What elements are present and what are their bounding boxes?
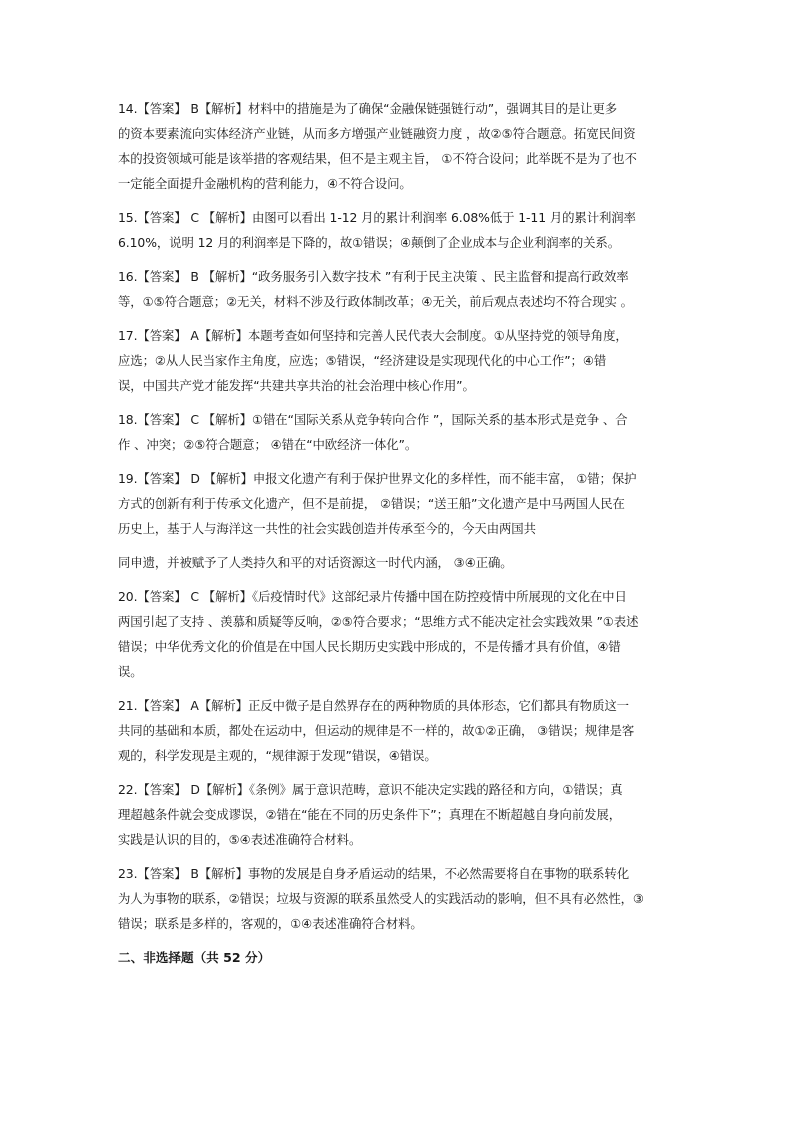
answer-line: 两国引起了支持 、羡慕和质疑等反响，②⑤符合要求；“思维方式不能决定社会实践效果 ”①表述 — [118, 614, 639, 629]
answer-line: 17.【答案】 A【解析】本题考查如何坚持和完善人民代表大会制度。①从坚持党的领导角度， — [118, 328, 628, 343]
answer-17 — [118, 323, 686, 398]
answer-line: 20.【答案】 C 【解析】《后疫情时代》这部纪录片传播中国在防控疫情中所展现的文化在中日 — [118, 589, 627, 604]
answer-line: 18.【答案】 C 【解析】①错在“国际关系从竞争转向合作 ”，国际关系的基本形式是竞争 、合 — [118, 412, 628, 427]
section-heading: 二、非选择题（共 52 分） — [118, 950, 271, 965]
answer-22 — [118, 777, 686, 852]
answer-23 — [118, 861, 686, 936]
answer-line: 历史上，基于人与海洋这一共性的社会实践创造并传承至今的，今天由两国共 — [118, 521, 536, 536]
answer-line: 本的投资领域可能是该举措的客观结果，但不是主观主旨， ①不符合设问；此举既不是为了也不 — [118, 151, 637, 166]
answer-line: 共同的基础和本质，都处在运动中，但运动的规律是不一样的，故①②正确， ③错误；规律是客 — [118, 723, 635, 738]
answer-line: 理超越条件就会变成谬误，②错在“能在不同的历史条件下”；真理在不断超越自身向前发展， — [118, 807, 621, 822]
answer-line: 错误；中华优秀文化的价值是在中国人民长期历史实践中形成的，不是传播才具有价值，④错 — [118, 639, 621, 654]
answer-14 — [118, 96, 686, 196]
answer-line: 应选；②从人民当家作主角度，应选；⑤错误，“经济建设是实现现代化的中心工作”；④错 — [118, 353, 607, 368]
answer-line: 6.10%，说明 12 月的利润率是下降的，故①错误；④颠倒了企业成本与企业利润率的关系。 — [118, 235, 621, 250]
answer-line: 为人为事物的联系，②错误；垃圾与资源的联系虽然受人的实践活动的影响，但不具有必然性，③ — [118, 891, 644, 906]
answer-line: 作 、冲突；②⑤符合题意； ④错在“中欧经济一体化”。 — [118, 437, 418, 452]
answer-line: 实践是认识的目的，⑤④表述准确符合材料。 — [118, 832, 362, 847]
answer-16 — [118, 264, 686, 314]
answer-line: 一定能全面提升金融机构的营利能力，④不符合设问。 — [118, 176, 412, 191]
answer-line: 14.【答案】 B【解析】材料中的措施是为了确保“金融保链强链行动”，强调其目的是让更多 — [118, 101, 618, 116]
answer-line: 观的，科学发现是主观的，“规律源于发现”错误，④错误。 — [118, 748, 437, 763]
answer-line: 19.【答案】 D 【解析】申报文化遗产有利于保护世界文化的多样性，而不能丰富， ①错；保护 — [118, 471, 637, 486]
answer-key-content — [118, 96, 686, 970]
answer-line: 等，①⑤符合题意；②无关，材料不涉及行政体制改革；④无关，前后观点表述均不符合现实 。 — [118, 294, 633, 309]
answer-line: 21.【答案】 A【解析】正反中微子是自然界存在的两种物质的具体形态，它们都具有物质这一 — [118, 698, 629, 713]
answer-line: 方式的创新有利于传承文化遗产，但不是前提， ②错误；“送王船”文化遗产是中马两国人民在 — [118, 496, 625, 511]
answer-line: 15.【答案】 C 【解析】由图可以看出 1-12 月的累计利润率 6.08%低于 1-11 月的累计利润率 — [118, 210, 636, 225]
answer-line: 同申遗，并被赋予了人类持久和平的对话资源这一时代内涵， ③④正确。 — [118, 555, 513, 570]
answer-18 — [118, 407, 686, 457]
answer-line: 误。 — [118, 664, 143, 679]
answer-15 — [118, 205, 686, 255]
answer-21 — [118, 693, 686, 768]
answer-line: 22.【答案】 D【解析】《条例》属于意识范畴，意识不能决定实践的路径和方向，①错误；真 — [118, 782, 623, 797]
answer-19 — [118, 466, 686, 541]
answer-19-continued — [118, 550, 686, 575]
answer-line: 23.【答案】 B【解析】事物的发展是自身矛盾运动的结果，不必然需要将自在事物的联系转化 — [118, 866, 629, 881]
answer-line: 的资本要素流向实体经济产业链，从而多方增强产业链融资力度 ，故②⑤符合题意。拓宽民间资 — [118, 126, 636, 141]
answer-line: 16.【答案】 B 【解析】“政务服务引入数字技术 ”有利于民主决策 、民主监督和提高行政效率 — [118, 269, 629, 284]
answer-line: 误，中国共产党才能发挥“共建共享共治的社会治理中核心作用”。 — [118, 378, 475, 393]
answer-line: 错误；联系是多样的，客观的，①④表述准确符合材料。 — [118, 916, 423, 931]
answer-20 — [118, 584, 686, 684]
